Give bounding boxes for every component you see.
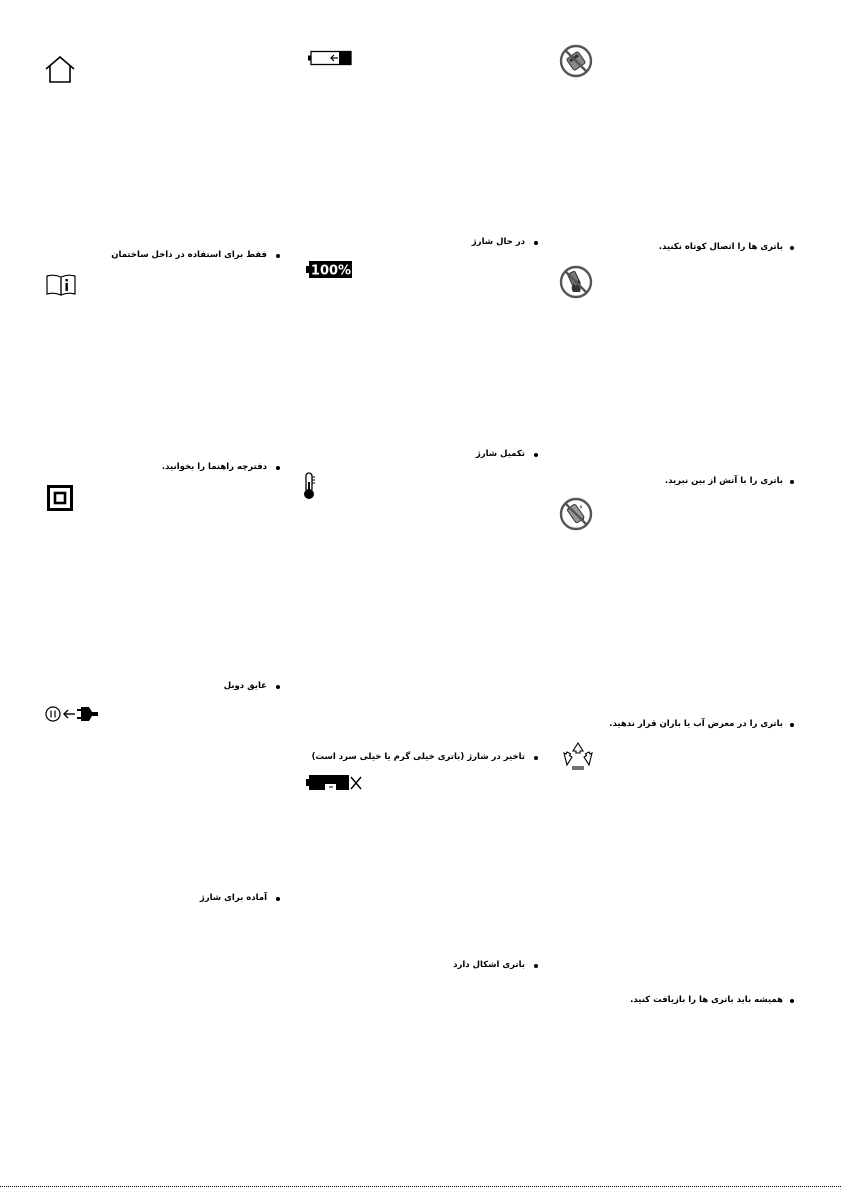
bullet xyxy=(276,685,280,689)
caption-charging: در حال شارژ xyxy=(471,237,525,247)
caption-charge-complete: تکمیل شارژ xyxy=(475,449,525,459)
caption-battery-faulty: باتری اشکال دارد xyxy=(453,960,525,970)
battery-full-label: 100% xyxy=(310,263,352,278)
bullet xyxy=(534,453,538,457)
no-short-circuit-icon xyxy=(559,44,593,78)
caption-read-manual: دفترچه راهنما را بخوانید. xyxy=(161,462,267,472)
no-fire-icon xyxy=(559,265,593,299)
thermometer-icon xyxy=(301,472,317,500)
bullet xyxy=(276,897,280,901)
no-water-icon xyxy=(559,497,593,531)
caption-indoor-use: فقط برای استفاده در داخل ساختمان xyxy=(111,250,267,260)
caption-double-insulation: عایق دوبل xyxy=(223,681,267,691)
bullet xyxy=(790,246,794,250)
caption-no-water: باتری را در معرض آب یا باران قرار ندهید. xyxy=(609,719,783,729)
caption-no-fire: باتری را با آتش از بین نبرید. xyxy=(664,476,783,486)
house-icon xyxy=(44,56,76,84)
manual-info-icon xyxy=(46,274,76,296)
double-insulation-icon xyxy=(47,485,73,511)
bullet xyxy=(790,723,794,727)
caption-ready-to-charge: آماده برای شارژ xyxy=(199,893,267,903)
battery-charging-icon xyxy=(307,50,353,66)
caption-always-recycle: همیشه باید باتری ها را بازیافت کنید. xyxy=(630,995,783,1005)
bullet xyxy=(790,999,794,1003)
recycle-icon xyxy=(563,741,593,771)
caption-charge-delay: تاخیر در شارژ (باتری خیلی گرم یا خیلی سرد است) xyxy=(311,752,525,762)
battery-full-icon xyxy=(306,261,352,278)
bullet xyxy=(276,466,280,470)
battery-fault-icon xyxy=(306,775,362,791)
bullet xyxy=(534,756,538,760)
bullet xyxy=(534,241,538,245)
bullet xyxy=(276,254,280,258)
caption-no-short-circuit: باتری ها را اتصال کوتاه نکنید. xyxy=(658,242,783,252)
bullet xyxy=(790,480,794,484)
plug-direction-icon xyxy=(45,705,99,723)
bullet xyxy=(534,964,538,968)
page-bottom-rule xyxy=(0,1186,841,1187)
